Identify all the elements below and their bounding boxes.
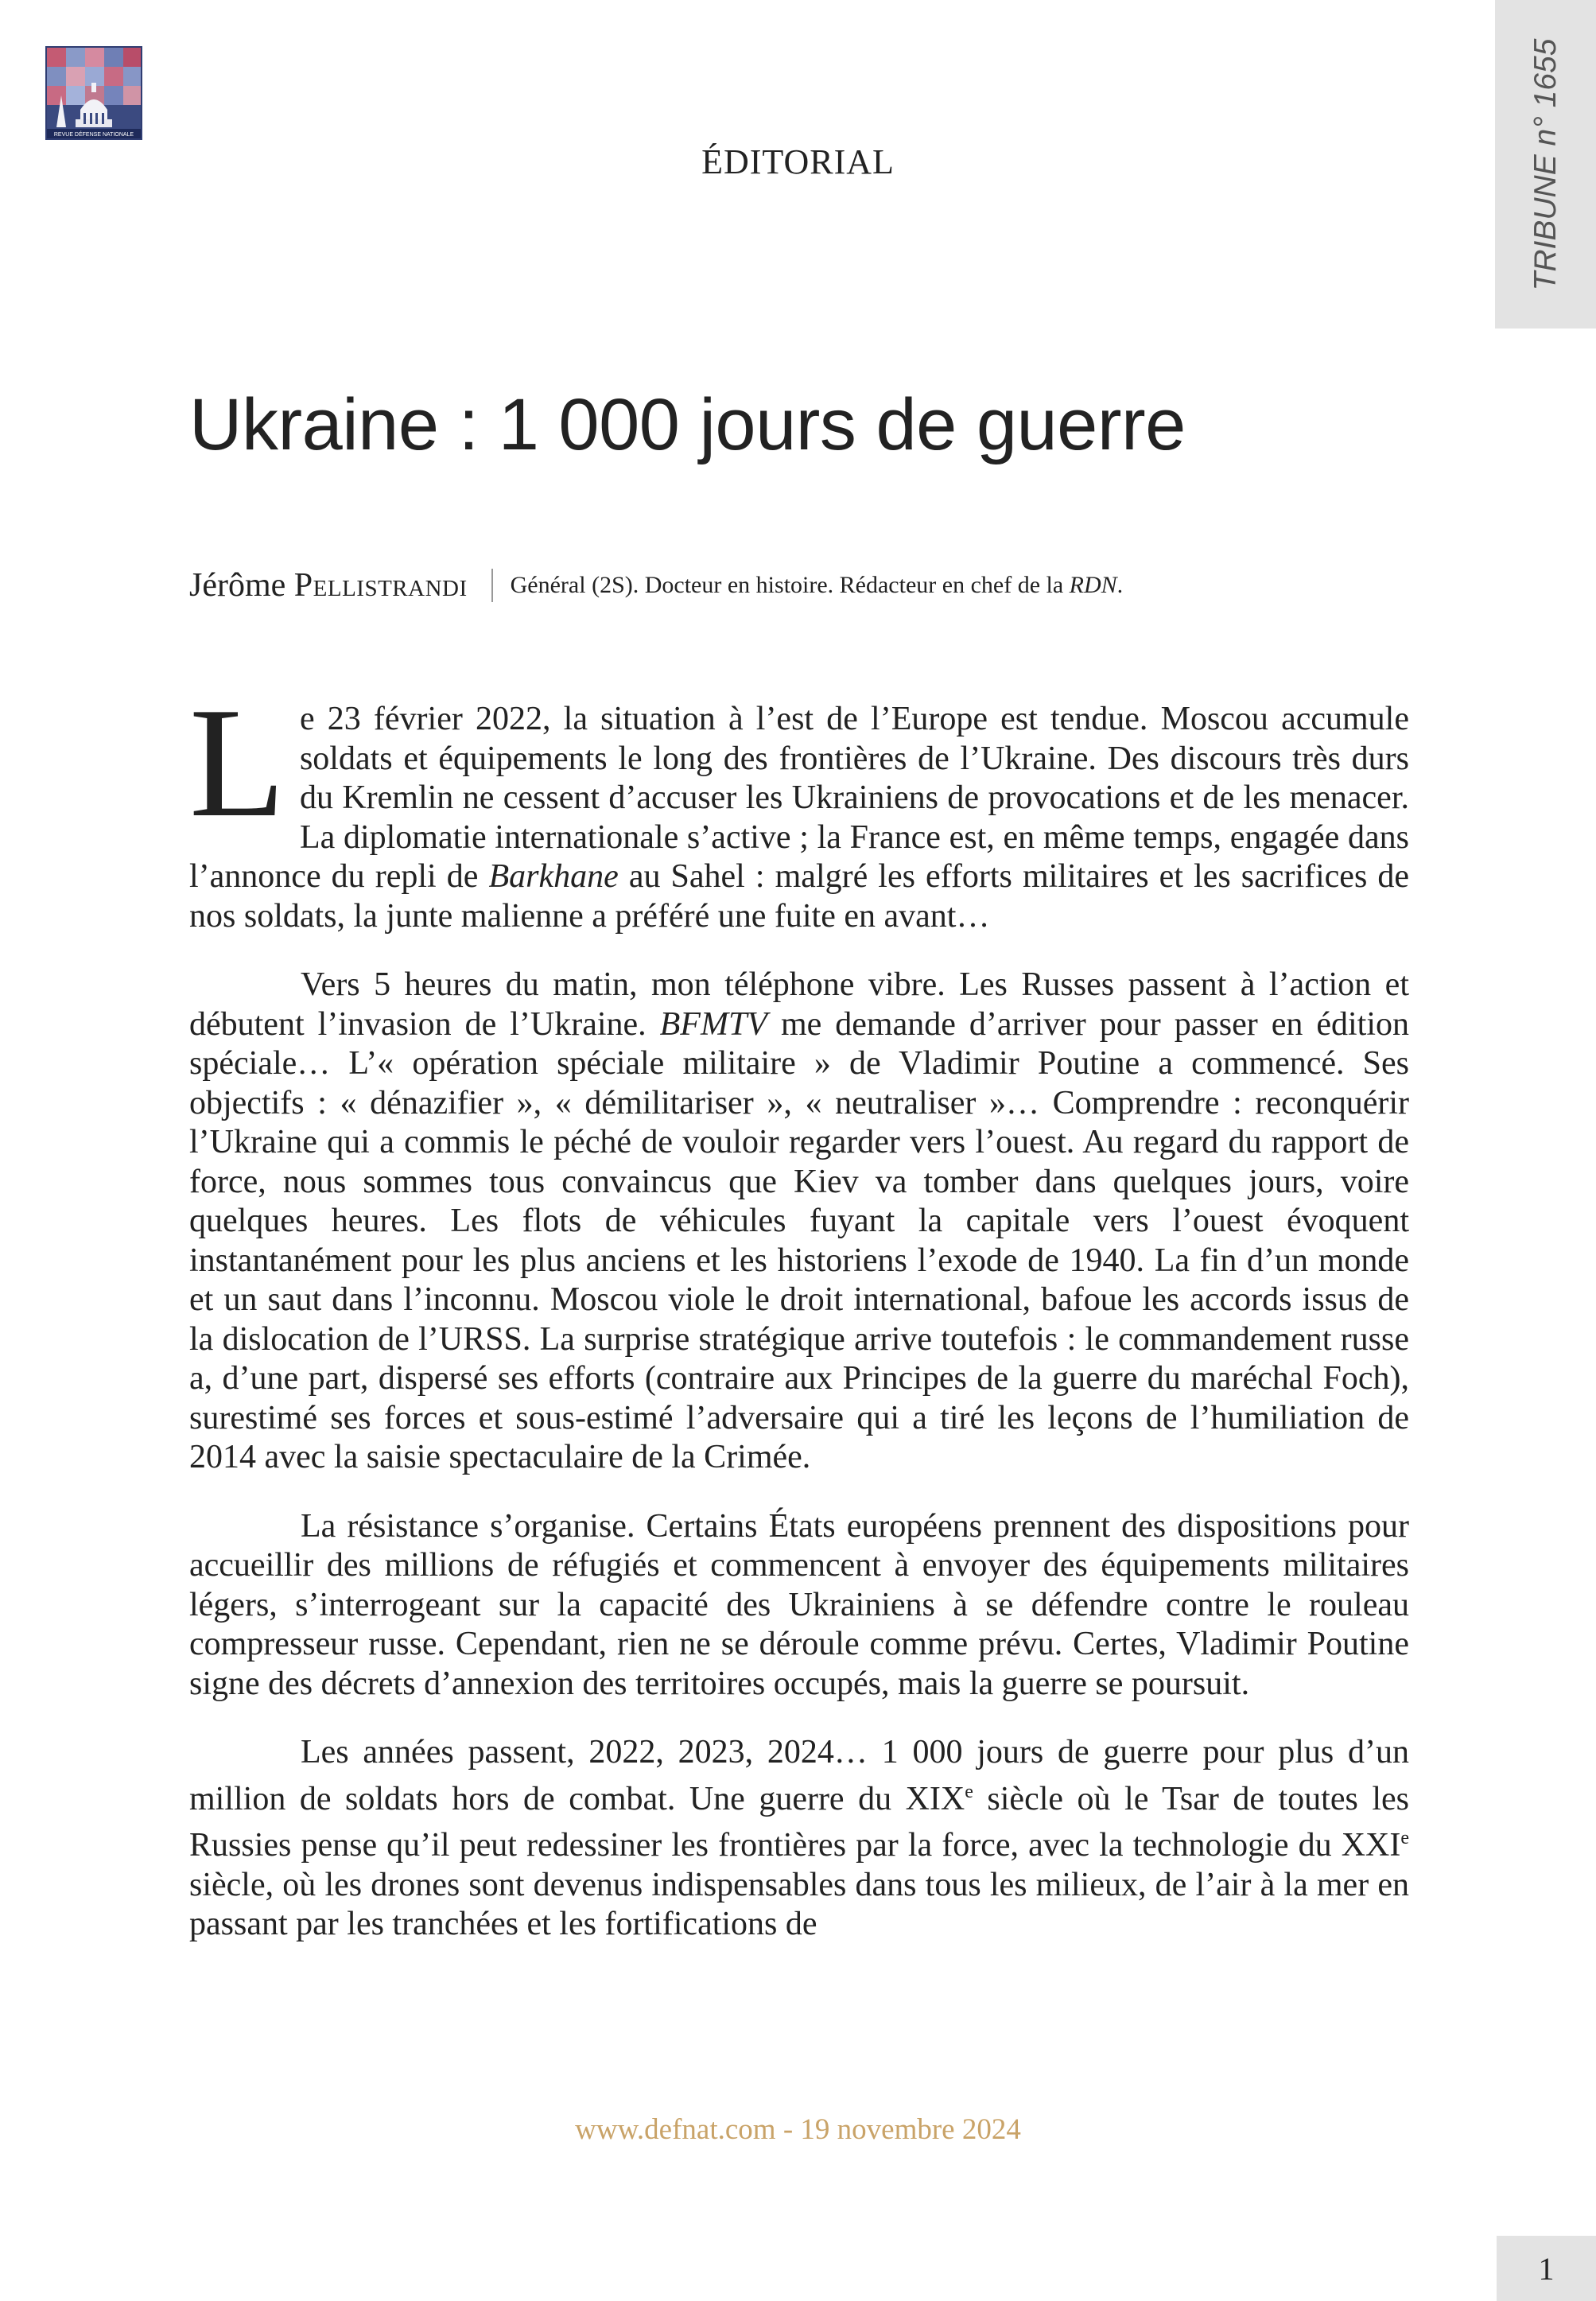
paragraph-3: La résistance s’organise. Certains États européens prennent des dispositions pour accueillir des millions de réfugiés et commencent à envoyer des équipements militaires légers, s’interrogeant sur la capacité des Ukrainiens à se défendre contre le rouleau compresseur russe. Cependant, rien ne se déroule comme prévu. Certes, Vladimir Poutine signe des décrets d’annexion des territoires occupés, mais la guerre se poursuit. <box>189 1507 1409 1702</box>
author-credentials <box>511 572 1124 599</box>
credentials-end: . <box>1116 572 1124 598</box>
drop-cap: L <box>189 675 285 849</box>
footer <box>0 2112 1596 2147</box>
paragraph-4-superscript-b: e <box>1400 1828 1409 1848</box>
paragraph-1-text-a: e 23 février 2022, la situation à l’est de l’Europe est tendue. Moscou accumule soldats et équipements le long des frontières de l’Ukraine. Des discours très durs du Kremlin ne cessent d’accuser les Ukrainiens de provocations et de les menacer. La diplomatie internationale s’active ; la France est, en même temps, engagée dans l’annonce du repli de <box>189 701 1409 895</box>
page-number <box>1497 2236 1596 2301</box>
logo-caption: REVUE DÉFENSE NATIONALE <box>53 132 134 138</box>
les-invalides-dome-logo-icon <box>45 46 142 140</box>
footer-separator: - <box>775 2113 801 2146</box>
author-first-name: Jérôme <box>189 567 286 604</box>
article-body <box>189 675 1410 1974</box>
paragraph-2 <box>189 966 1409 1478</box>
footer-date: 19 novembre 2024 <box>800 2113 1021 2146</box>
paragraph-2-text-a: Vers 5 heures du matin, mon téléphone vibre. Les Russes passent à l’action et débutent l’invasion de l’Ukraine. <box>189 966 1409 1043</box>
page-number-value: 1 <box>1538 2250 1555 2287</box>
author-name <box>189 566 468 604</box>
paragraph-1-text-b: au Sahel : malgré les efforts militaires et les sacrifices de nos soldats, la junte malienne a préféré une fuite en avant… <box>189 858 1410 935</box>
tribune-label: TRIBUNE n° 1655 <box>1528 38 1563 290</box>
article-title: Ukraine : 1 000 jours de guerre <box>189 384 1186 465</box>
byline-divider <box>491 569 493 602</box>
paragraph-4 <box>189 1733 1409 1945</box>
logo <box>45 46 142 140</box>
author-last-name: Pellistrandi <box>293 567 468 604</box>
section-label: ÉDITORIAL <box>701 142 895 181</box>
footer-site-link[interactable]: www.defnat.com <box>575 2113 776 2146</box>
paragraph-4-superscript-a: e <box>965 1781 973 1802</box>
paragraph-1 <box>189 675 1410 936</box>
paragraph-1-emphasis: Barkhane <box>488 858 619 895</box>
paragraph-2-emphasis: BFMTV <box>659 1005 767 1043</box>
credentials-journal: RDN <box>1069 572 1117 598</box>
paragraph-2-text-b: me demande d’arriver pour passer en édition spéciale… L’« opération spéciale militaire » de Vladimir Poutine a commencé. Ses objectifs : « dénazifier », « démilitariser », « neutraliser »… Comprendre : reconquérir l’Ukraine qui a commis le péché de vouloir regarder vers l’ouest. Au regard du rapport de force, nous sommes tous convaincus que Kiev va tomber dans quelques jours, voire quelques heures. Les flots de véhicules fuyant la capitale vers l’ouest évoquent instantanément pour les plus anciens et les historiens l’exode de 1940. La fin d’un monde et un saut dans l’inconnu. Moscou viole le droit international, bafoue les accords issus de la dislocation de l’URSS. La surprise stratégique arrive toutefois : le commandement russe a, d’une part, dispersé ses efforts (contraire aux Principes de la guerre du maréchal Foch), surestimé ses forces et sous-estimé l’adversaire qui a tiré les leçons de l’humiliation de 2014 avec la saisie spectaculaire de la Crimée. <box>189 1005 1409 1475</box>
byline <box>189 566 1123 604</box>
paragraph-4-text-a: Les années passent, 2022, 2023, 2024… 1 000 jours de guerre pour plus d’un million de soldats hors de combat. Une guerre du XIX <box>189 1734 1409 1817</box>
paragraph-4-text-b: siècle où le Tsar de toutes les Russies pense qu’il peut redessiner les frontières par la force, avec la technologie du XXI <box>189 1780 1409 1864</box>
paragraph-4-text-c: siècle, où les drones sont devenus indispensables dans tous les milieux, de l’air à la mer en passant par les tranchées et les fortifications de <box>189 1866 1409 1942</box>
credentials-text: Général (2S). Docteur en histoire. Rédacteur en chef de la <box>510 572 1070 598</box>
